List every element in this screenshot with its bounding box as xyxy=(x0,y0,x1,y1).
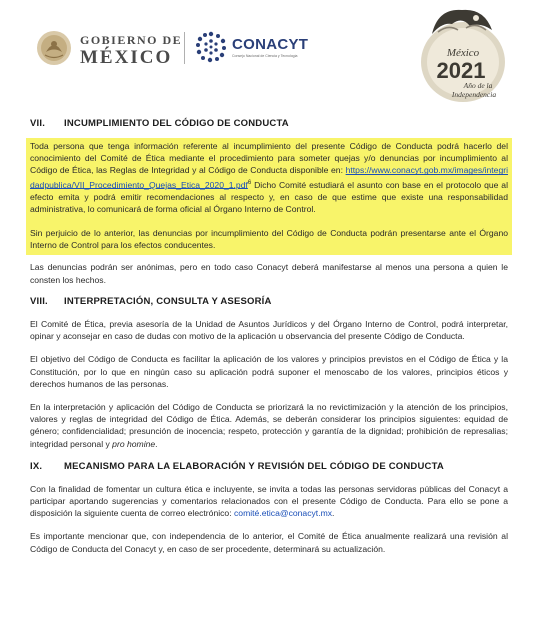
paragraph: Es importante mencionar que, con independencia de lo anterior, el Comité de Ética anualmente realizará una revisión al Código de Conducta del Conacyt y, en caso de ser procedente, determinará su actualización. xyxy=(30,531,508,554)
procedure-link[interactable]: https://www.conacyt.gob.mx/images/integridadpublica/VII_Procedimiento_Quejas_Etica_2020_1.pdf xyxy=(30,165,509,190)
footnote-marker: 6 xyxy=(247,179,252,186)
paragraph xyxy=(30,483,508,520)
section-title: INCUMPLIMIENTO DEL CÓDIGO DE CONDUCTA xyxy=(64,118,289,129)
conacyt-wordmark: CONACYT xyxy=(232,36,309,53)
conacyt-subtitle: Consejo Nacional de Ciencia y Tecnología xyxy=(232,54,298,58)
paragraph xyxy=(30,401,508,450)
mexico-2021-badge-icon xyxy=(418,4,508,104)
badge-line3: Independencia xyxy=(451,90,497,99)
header-divider xyxy=(184,32,185,64)
section-title: MECANISMO PARA LA ELABORACIÓN Y REVISIÓN DEL CÓDIGO DE CONDUCTA xyxy=(64,460,444,472)
section-number: VIII. xyxy=(30,295,48,307)
paragraph-text-end: . xyxy=(155,438,158,449)
section-title: INTERPRETACIÓN, CONSULTA Y ASESORÍA xyxy=(64,295,272,307)
paragraph-text: Toda persona que tenga información referente al incumplimiento del presente Código de Conducta podrá hacerlo del conocimiento del Comité de Ética mediante el procedimiento para someter quejas y/o denuncias por incumplimiento al Código de Ética, las Reglas de Integridad y al Código de Conducta disponible en: xyxy=(30,141,508,176)
conacyt-logo-icon xyxy=(194,30,228,64)
paragraph-text: En la interpretación y aplicación del Código de Conducta se priorizará la no revictimización y la atención de los principios, valores y reglas de integridad del Código de Ética. Además, se deberán considerar los principios siguientes: equidad de género; confidencialidad; presunción de inocencia; respeto, protección y garantía de la dignidad; prohibición de represalias; integridad personal y xyxy=(30,401,508,449)
paragraph: El Comité de Ética, previa asesoría de la Unidad de Asuntos Jurídicos y del Órgano Interno de Control, podrá interpretar, opinar y aconsejar en caso de dudas con motivo de la aplicación u observancia del presente Código de Conducta. xyxy=(30,318,508,342)
gobierno-line1: GOBIERNO DE xyxy=(80,33,183,47)
badge-year: 2021 xyxy=(436,58,486,83)
emphasis-text: pro homine xyxy=(112,438,156,449)
paragraph-text: Con la finalidad de fomentar un cultura ética e incluyente, se invita a todas las personas servidoras públicas del Conacyt a participar aportando sugerencias y comentarios relacionados con el presente Código de Conducta. Para ello se pone a disposición la siguiente cuenta de correo electrónico: xyxy=(30,483,508,519)
highlighted-block xyxy=(26,138,512,255)
document-body xyxy=(30,116,508,555)
section-heading xyxy=(30,296,508,307)
section-number: VII. xyxy=(30,118,46,129)
gobierno-line2: MÉXICO xyxy=(80,47,173,68)
page-header xyxy=(0,0,551,110)
paragraph xyxy=(30,140,508,215)
section-heading xyxy=(30,118,508,129)
section-number: IX. xyxy=(30,460,43,472)
email-address[interactable]: comité.etica@conacyt.mx xyxy=(234,508,333,519)
badge-line1: México xyxy=(446,47,480,59)
paragraph-text-cont: Dicho Comité estudiará el asunto con base en el protocolo que al efecto emita y podrá emitir recomendaciones al respecto y, en caso de que estime que existe una responsabilidad administrativa, lo comunicará de forma oficial al Órgano Interno de Control. xyxy=(30,179,508,214)
gobierno-de-mexico-wordmark xyxy=(80,34,182,67)
paragraph: El objetivo del Código de Conducta es facilitar la aplicación de los valores y principios previstos en el Código de Ética y la Constitución, por lo que en ningún caso su aplicación podrá suponer el menoscabo de los valores, principios éticos y derechos humanos de las personas. xyxy=(30,354,508,389)
paragraph: Las denuncias podrán ser anónimas, pero en todo caso Conacyt deberá manifestarse al menos una persona a quien le consten los hechos. xyxy=(30,262,508,285)
badge-line2: Año de la xyxy=(463,81,493,90)
paragraph-text-end: . xyxy=(332,508,335,519)
mexico-seal-icon xyxy=(36,30,72,66)
section-heading xyxy=(30,461,508,472)
paragraph: Sin perjuicio de lo anterior, las denuncias por incumplimiento del Código de Conducta podrán presentarse ante el Órgano Interno de Control para los efectos conducentes. xyxy=(30,228,508,251)
